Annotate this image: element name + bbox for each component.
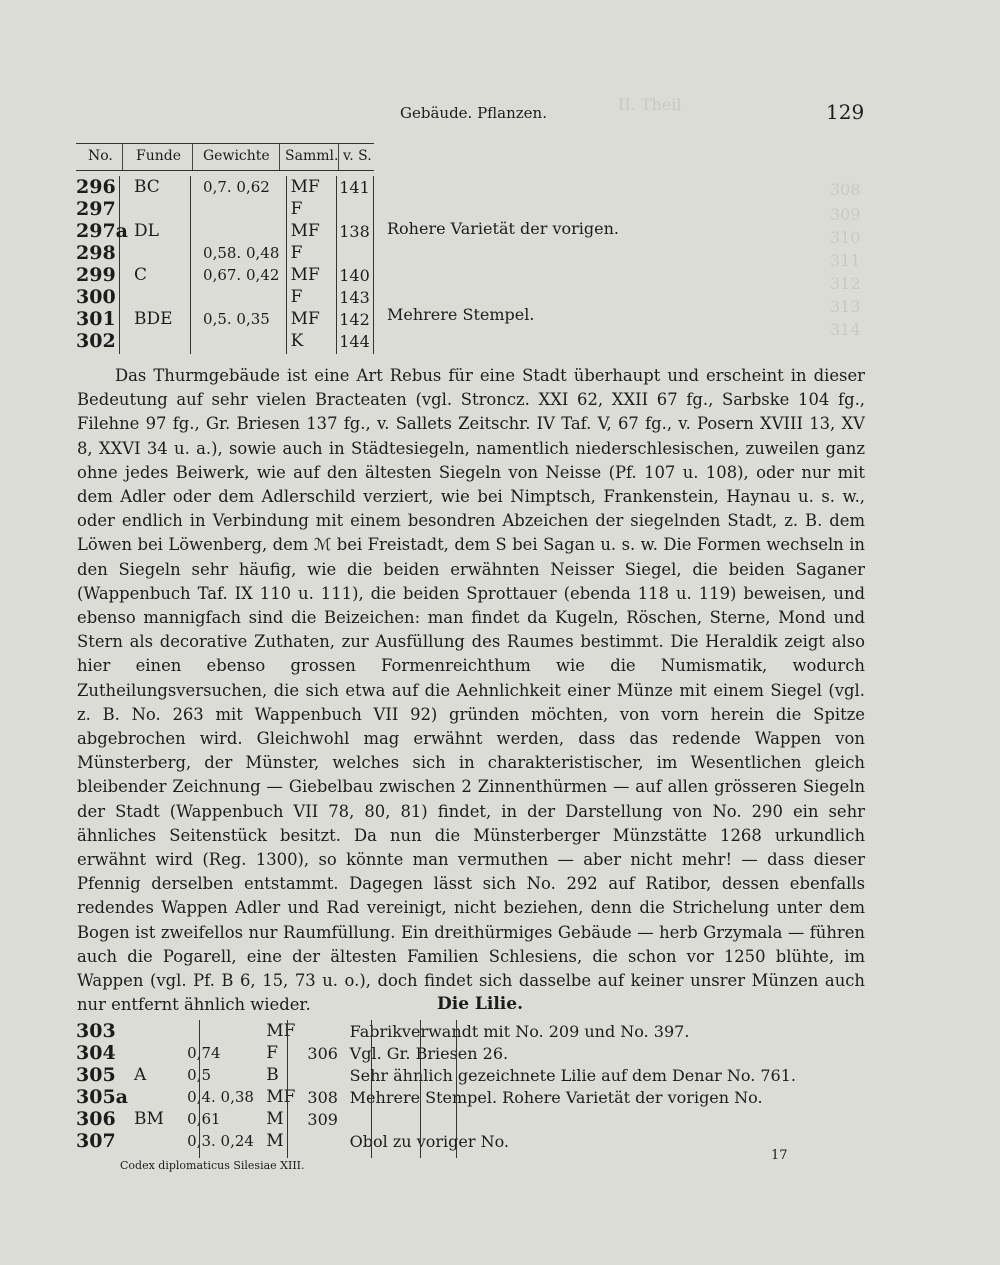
cell-sammlung: MF [290,265,320,285]
cell-no: 302 [76,330,116,352]
cell-vs: 143 [339,287,370,307]
cell-vs [301,1130,339,1152]
cell-gewichte: 0,67. 0,42 [203,266,280,284]
cell-funde [128,1086,182,1108]
cell-sammlung: F [290,287,303,307]
table-row [76,330,374,352]
cell-funde [128,198,198,220]
cell-gewichte [198,198,286,220]
cell-vs: 306 [307,1043,338,1063]
cell-remark: Fabrikverwandt mit No. 209 und No. 397. [349,1021,690,1041]
cell-sammlung: M [266,1109,284,1129]
remark-297a: Rohere Varietät der vorigen. [387,219,619,238]
show-through-background: II. Theil 308 309 310 311 312 313 314 [618,95,861,339]
cell-vs: 309 [307,1109,338,1129]
cell-funde: C [133,265,147,285]
table-row [76,286,374,308]
cell-no: 306 [76,1108,116,1130]
cell-no: 301 [76,308,116,330]
table-row [76,308,374,330]
signature-number: 17 [771,1148,788,1163]
table1-header [76,143,374,171]
cell-gewichte: 0,5. 0,35 [203,310,270,328]
cell-vs: 144 [339,331,370,351]
cell-no: 296 [76,176,116,198]
cell-funde [128,286,198,308]
cell-vs [301,1064,339,1086]
paragraph-text: Das Thurmgebäude ist eine Art Rebus für eine Stadt überhaupt und erscheint in dieser Bedeutung auf sehr vielen Bracteaten (vgl. Stroncz. XXI 62, XXII 67 fg., Sarbske 104 fg., Filehne 97 fg., Gr. Briesen 137 fg., v. Sallets Zeitschr. IV Taf. V, 67 fg., v. Posern XVIII 13, XV 8, XXVI 34 u. a.), sowie auch in Städtesiegeln, namentlich niederschlesischen, zuweilen ganz ohne jedes Beiwerk, wie auf den ältesten Siegeln von Neisse (Pf. 107 u. 108), oder nur mit dem Adler oder dem Adlerschild verziert, wie bei Nimptsch, Frankenstein, Haynau u. s. w., oder endlich in Verbindung mit einem besondren Abzeichen der siegelnden Stadt, z. B. dem Löwen bei Löwenberg, dem ℳ bei Freistadt, dem S bei Sagan u. s. w. Die Formen wechseln in den Siegeln sehr häufig, wie die beiden erwähnten Neisser Siegel, die beiden Saganer (Wappenbuch Taf. IX 110 u. 111), die beiden Sprottauer (ebenda 118 u. 119) beweisen, und ebenso mannigfach sind die Beizeichen: man findet da Kugeln, Röschen, Sterne, Mond und Stern als decorative Zuthaten, zur Ausfüllung des Raumes bestimmt. Die Heraldik zeigt also hier einen ebenso grossen Formenreichthum wie die Numismatik, wodurch Zutheilungsversuchen, die sich etwa auf die Aehnlichkeit einer Münze mit einem Siegel (vgl. z. B. No. 263 mit Wappenbuch VII 92) gründen möchten, von vorn herein die Spitze abgebrochen wird. Gleichwohl mag erwähnt werden, dass das redende Wappen von Münsterberg, der Münster, welches sich in charakteristischer, im Wesentlichen gleich bleibender Zeichnung — Giebelbau zwischen 2 Zinnenthürmen — auf allen grösseren Siegeln der Stadt (Wappenbuch VII 78, 80, 81) findet, in der Darstellung von No. 290 ein sehr ähnliches Seitenstück besitzt. Da nun die Münsterberger Münzstätte 1268 urkundlich erwähnt wird (Reg. 1300), so könnte man vermuthen — aber nicht mehr! — dass dieser Pfennig derselben entstammt. Dagegen lässt sich No. 292 auf Ratibor, dessen ebenfalls redendes Wappen Adler und Rad vereinigt, nicht beziehen, denn die Strichelung unter dem Bogen ist zweifellos nur Raumfüllung. Ein dreithürmiges Gebäude — herb Grzymala — führen auch die Pogarell, eine der ältesten Familien Schlesiens, die schon vor 1250 blühte, im Wappen (vgl. Pf. B 6, 15, 73 u. o.), doch findet sich dasselbe auf keiner unsrer Münzen auch nur entfernt ähnlich wieder. [77,366,865,1015]
cell-vs [333,198,374,220]
cell-remark: Vgl. Gr. Briesen 26. [349,1043,509,1063]
cell-vs: 140 [339,265,370,285]
main-paragraph [77,364,865,1017]
cell-gewichte [182,1020,261,1042]
cell-gewichte [198,286,286,308]
cell-sammlung: K [290,331,304,351]
cell-remark [340,1108,796,1130]
cell-sammlung: MF [266,1021,296,1041]
cell-vs: 141 [339,177,370,197]
cell-funde [128,1042,182,1064]
cell-gewichte: 0,61 [187,1110,221,1128]
remark-301: Mehrere Stempel. [387,305,535,324]
cell-funde [128,1020,182,1042]
cell-remark: Sehr ähnlich gezeichnete Lilie auf dem Denar No. 761. [349,1065,796,1085]
cell-sammlung: B [266,1065,279,1085]
table-row [76,264,374,286]
coin-table-buildings [76,176,374,354]
table-row [76,1020,796,1042]
cell-funde: BC [133,177,160,197]
cell-gewichte: 0,7. 0,62 [203,178,270,196]
cell-funde: BDE [133,309,173,329]
table-row [76,1086,796,1108]
section-title: Die Lilie. [437,994,523,1014]
cell-sammlung: M [266,1131,284,1151]
column-header-gewichte: Gewichte [203,148,270,164]
cell-no: 305a [76,1086,128,1108]
cell-sammlung: F [266,1043,279,1063]
cell-funde: BM [133,1109,164,1129]
cell-no: 297 [76,198,116,220]
cell-no: 304 [76,1042,116,1064]
cell-vs: 142 [339,309,370,329]
cell-sammlung: F [290,199,303,219]
cell-gewichte: 0,74 [187,1044,221,1062]
column-header-sammlung: Samml. [285,148,339,164]
cell-vs: 308 [307,1087,338,1107]
cell-gewichte [198,330,286,352]
cell-funde [128,330,198,352]
cell-vs [333,242,374,264]
cell-funde: DL [133,221,159,241]
column-header-no: No. [88,148,113,164]
page-number: 129 [826,100,865,124]
cell-gewichte: 0,3. 0,24 [187,1132,254,1150]
cell-funde: A [133,1065,147,1085]
cell-gewichte: 0,58. 0,48 [203,244,280,262]
coin-table-lily [76,1020,796,1158]
cell-vs: 138 [339,221,370,241]
cell-gewichte [198,220,286,242]
cell-gewichte: 0,4. 0,38 [187,1088,254,1106]
cell-sammlung: F [290,243,303,263]
cell-gewichte: 0,5 [187,1066,211,1084]
running-header: Gebäude. Pflanzen. [400,104,547,122]
cell-sammlung: MF [290,309,320,329]
cell-sammlung: MF [290,177,320,197]
table-row [76,198,374,220]
table-row [76,1042,796,1064]
cell-no: 305 [76,1064,116,1086]
cell-sammlung: MF [266,1087,296,1107]
table-row [76,1130,796,1152]
cell-no: 298 [76,242,116,264]
table-row [76,1064,796,1086]
cell-no: 299 [76,264,116,286]
cell-no: 297a [76,220,128,242]
column-header-vs: v. S. [343,148,372,164]
cell-remark: Mehrere Stempel. Rohere Varietät der vorigen No. [349,1087,763,1107]
cell-sammlung: MF [290,221,320,241]
cell-no: 307 [76,1130,116,1152]
table-row [76,176,374,198]
cell-funde [128,242,198,264]
cell-no: 300 [76,286,116,308]
cell-remark: Obol zu voriger No. [349,1131,510,1151]
column-header-funde: Funde [136,148,181,164]
cell-no: 303 [76,1020,116,1042]
table-row [76,242,374,264]
table-row [76,220,374,242]
cell-vs [301,1020,339,1042]
footer-source: Codex diplomaticus Silesiae XIII. [120,1159,305,1172]
cell-funde [128,1130,182,1152]
table-row [76,1108,796,1130]
